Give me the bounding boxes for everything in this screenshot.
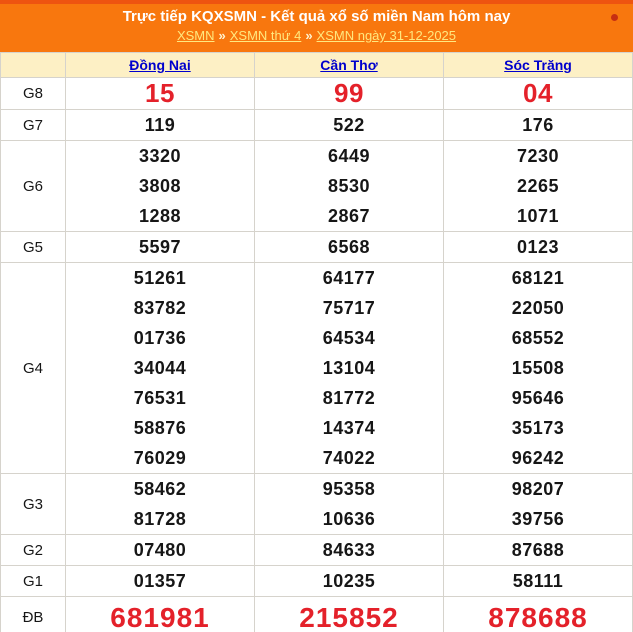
prize-value: 07480 <box>133 540 187 560</box>
prize-value: 76531 <box>133 388 187 408</box>
prize-value: 58876 <box>133 418 187 438</box>
prize-cell <box>255 597 444 632</box>
prize-value: 87688 <box>511 540 565 560</box>
prize-value: 215852 <box>299 602 399 632</box>
prize-value: 522 <box>333 115 365 135</box>
prize-value: 68121 <box>511 268 565 288</box>
prize-value: 58111 <box>512 571 564 591</box>
prize-label-g1: G1 <box>1 566 66 597</box>
prize-cell <box>255 263 444 474</box>
column-header-1 <box>255 53 444 78</box>
prize-value: 15 <box>145 78 175 108</box>
prize-value: 6568 <box>327 237 371 257</box>
prize-value: 76029 <box>133 448 187 468</box>
prize-cell <box>66 474 255 535</box>
prize-label-g5: G5 <box>1 232 66 263</box>
prize-value: 681981 <box>110 602 210 632</box>
page-header <box>0 0 633 52</box>
prize-row-g7 <box>1 110 633 141</box>
prize-value: 95646 <box>511 388 565 408</box>
prize-cell <box>444 78 633 110</box>
prize-value: 7230 <box>516 146 560 166</box>
prize-row-g3 <box>1 474 633 535</box>
prize-value: 84633 <box>322 540 376 560</box>
column-header-link-1[interactable]: Cần Thơ <box>320 57 378 73</box>
prize-cell <box>66 232 255 263</box>
prize-label-g8: G8 <box>1 78 66 110</box>
prize-value: 04 <box>523 78 553 108</box>
prize-value: 15508 <box>511 358 565 378</box>
prize-value: 13104 <box>322 358 376 378</box>
prize-row-g8 <box>1 78 633 110</box>
prize-value: 176 <box>522 115 554 135</box>
prize-label-g6: G6 <box>1 141 66 232</box>
page-title: Trực tiếp KQXSMN - Kết quả xổ số miền Nam hôm nay <box>122 8 511 25</box>
prize-value: 22050 <box>511 298 565 318</box>
prize-value: 83782 <box>133 298 187 318</box>
prize-value: 5597 <box>138 237 182 257</box>
prize-cell <box>66 263 255 474</box>
prize-value: 2265 <box>516 176 560 196</box>
breadcrumb-link-0[interactable]: XSMN <box>176 28 215 43</box>
prize-value: 10636 <box>322 509 376 529</box>
prize-cell <box>444 263 633 474</box>
prize-row-g2 <box>1 535 633 566</box>
prize-value: 35173 <box>511 418 565 438</box>
prize-cell <box>66 78 255 110</box>
prize-label-g4: G4 <box>1 263 66 474</box>
prize-value: 64177 <box>322 268 376 288</box>
prize-value: 01357 <box>133 571 187 591</box>
prize-cell <box>66 141 255 232</box>
prize-value: 75717 <box>322 298 376 318</box>
prize-value: 81728 <box>133 509 187 529</box>
prize-cell <box>66 110 255 141</box>
prize-row-db <box>1 597 633 632</box>
header-top-strip <box>0 0 633 4</box>
prize-value: 74022 <box>322 448 376 468</box>
prize-value: 8530 <box>327 176 371 196</box>
prize-value: 68552 <box>511 328 565 348</box>
prize-cell <box>255 535 444 566</box>
breadcrumb-separator: » <box>305 28 313 43</box>
prize-cell <box>255 141 444 232</box>
prize-label-g2: G2 <box>1 535 66 566</box>
prize-cell <box>66 566 255 597</box>
prize-value: 96242 <box>511 448 565 468</box>
prize-cell <box>255 78 444 110</box>
prize-value: 3320 <box>138 146 182 166</box>
prize-cell <box>255 566 444 597</box>
prize-cell <box>444 110 633 141</box>
prize-cell <box>255 232 444 263</box>
prize-label-g7: G7 <box>1 110 66 141</box>
column-header-0 <box>66 53 255 78</box>
prize-value: 01736 <box>133 328 187 348</box>
breadcrumb <box>0 28 633 44</box>
prize-value: 119 <box>144 115 176 135</box>
prize-value: 878688 <box>488 602 588 632</box>
prize-value: 64534 <box>322 328 376 348</box>
prize-value: 39756 <box>511 509 565 529</box>
prize-cell <box>444 141 633 232</box>
prize-label-g3: G3 <box>1 474 66 535</box>
prize-cell <box>444 597 633 632</box>
prize-value: 10235 <box>322 571 376 591</box>
column-header-2 <box>444 53 633 78</box>
prize-value: 95358 <box>322 479 376 499</box>
prize-value: 14374 <box>322 418 376 438</box>
prize-value: 0123 <box>516 237 560 257</box>
prize-value: 34044 <box>133 358 187 378</box>
prize-value: 3808 <box>138 176 182 196</box>
column-header-link-2[interactable]: Sóc Trăng <box>504 57 572 73</box>
prize-cell <box>255 110 444 141</box>
prize-cell <box>444 474 633 535</box>
prize-value: 99 <box>334 78 364 108</box>
breadcrumb-link-2[interactable]: XSMN ngày 31-12-2025 <box>316 28 457 43</box>
prize-value: 2867 <box>327 206 371 226</box>
prize-value: 1288 <box>138 206 182 226</box>
prize-row-g1 <box>1 566 633 597</box>
live-indicator-dot <box>611 14 618 21</box>
prize-value: 6449 <box>327 146 371 166</box>
prize-value: 58462 <box>133 479 187 499</box>
prize-cell <box>66 597 255 632</box>
prize-cell <box>444 566 633 597</box>
prize-row-g6 <box>1 141 633 232</box>
prize-value: 81772 <box>322 388 376 408</box>
prize-value: 51261 <box>133 268 187 288</box>
prize-row-g5 <box>1 232 633 263</box>
prize-cell <box>255 474 444 535</box>
breadcrumb-link-1[interactable]: XSMN thứ 4 <box>229 28 302 43</box>
results-table <box>0 52 633 632</box>
column-header-link-0[interactable]: Đồng Nai <box>129 57 191 73</box>
prize-value: 1071 <box>516 206 560 226</box>
prize-label-db: ĐB <box>1 597 66 632</box>
breadcrumb-separator: » <box>218 28 226 43</box>
prize-value: 98207 <box>511 479 565 499</box>
prize-cell <box>444 535 633 566</box>
column-header-row <box>1 53 633 78</box>
prize-column-header <box>1 53 66 78</box>
prize-cell <box>66 535 255 566</box>
prize-cell <box>444 232 633 263</box>
prize-row-g4 <box>1 263 633 474</box>
